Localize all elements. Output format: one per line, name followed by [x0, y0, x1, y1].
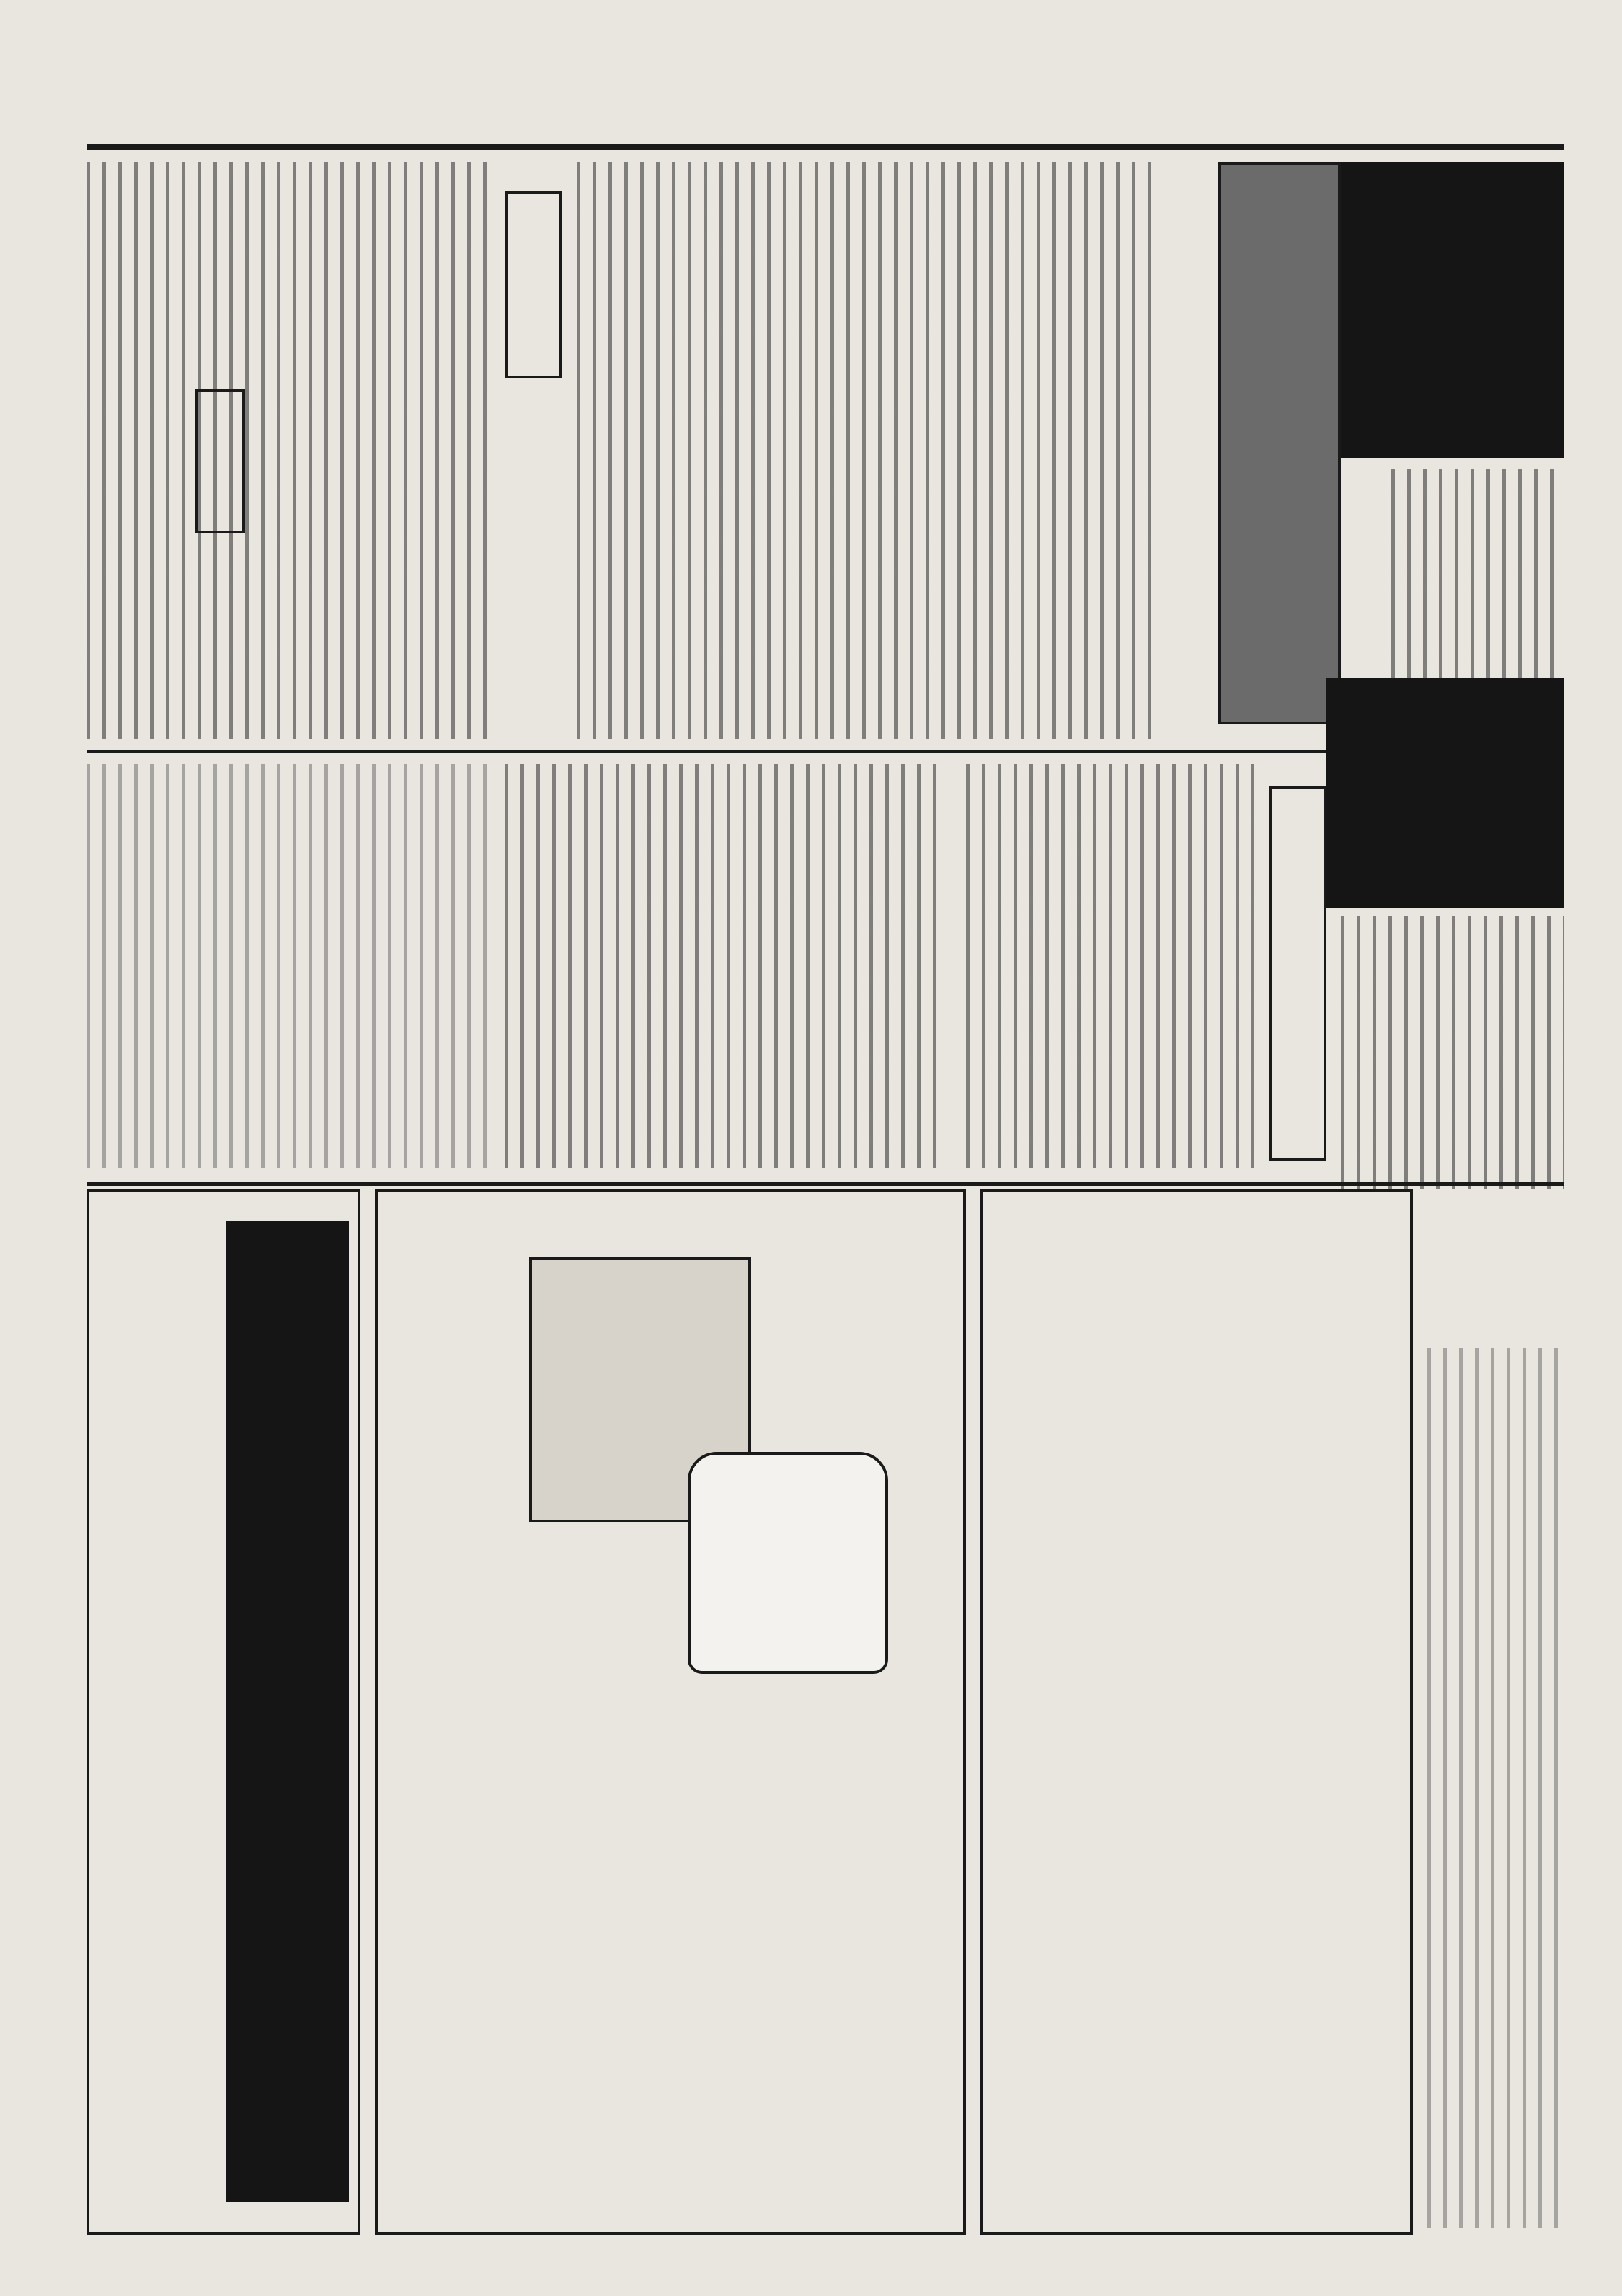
loss-text — [1427, 1348, 1564, 2228]
mongol-text — [87, 162, 490, 739]
xiumei-text — [966, 764, 1254, 1168]
masthead-rule — [87, 144, 1564, 150]
small-ads — [1341, 916, 1564, 1189]
heading-luxun-box — [195, 389, 245, 533]
ad-palmolive — [375, 1189, 966, 2235]
ad-tangseng — [980, 1189, 1413, 2235]
songbai-text — [505, 764, 937, 1168]
section-rule — [87, 750, 1326, 753]
palmolive-jar-image — [688, 1452, 888, 1674]
dehua-title-band — [226, 1221, 349, 2202]
ad-baidaiqiu — [1326, 678, 1564, 908]
chongjiu-text — [87, 764, 490, 1168]
heading-xiumei-box — [1269, 786, 1326, 1161]
masthead — [0, 85, 1622, 150]
holland-text — [577, 162, 1153, 739]
notice-text — [1391, 469, 1564, 685]
heading-mongol-box — [505, 191, 562, 378]
ad-rule — [87, 1182, 1564, 1186]
holland-photo — [1218, 162, 1341, 724]
ad-dehua — [87, 1189, 360, 2235]
